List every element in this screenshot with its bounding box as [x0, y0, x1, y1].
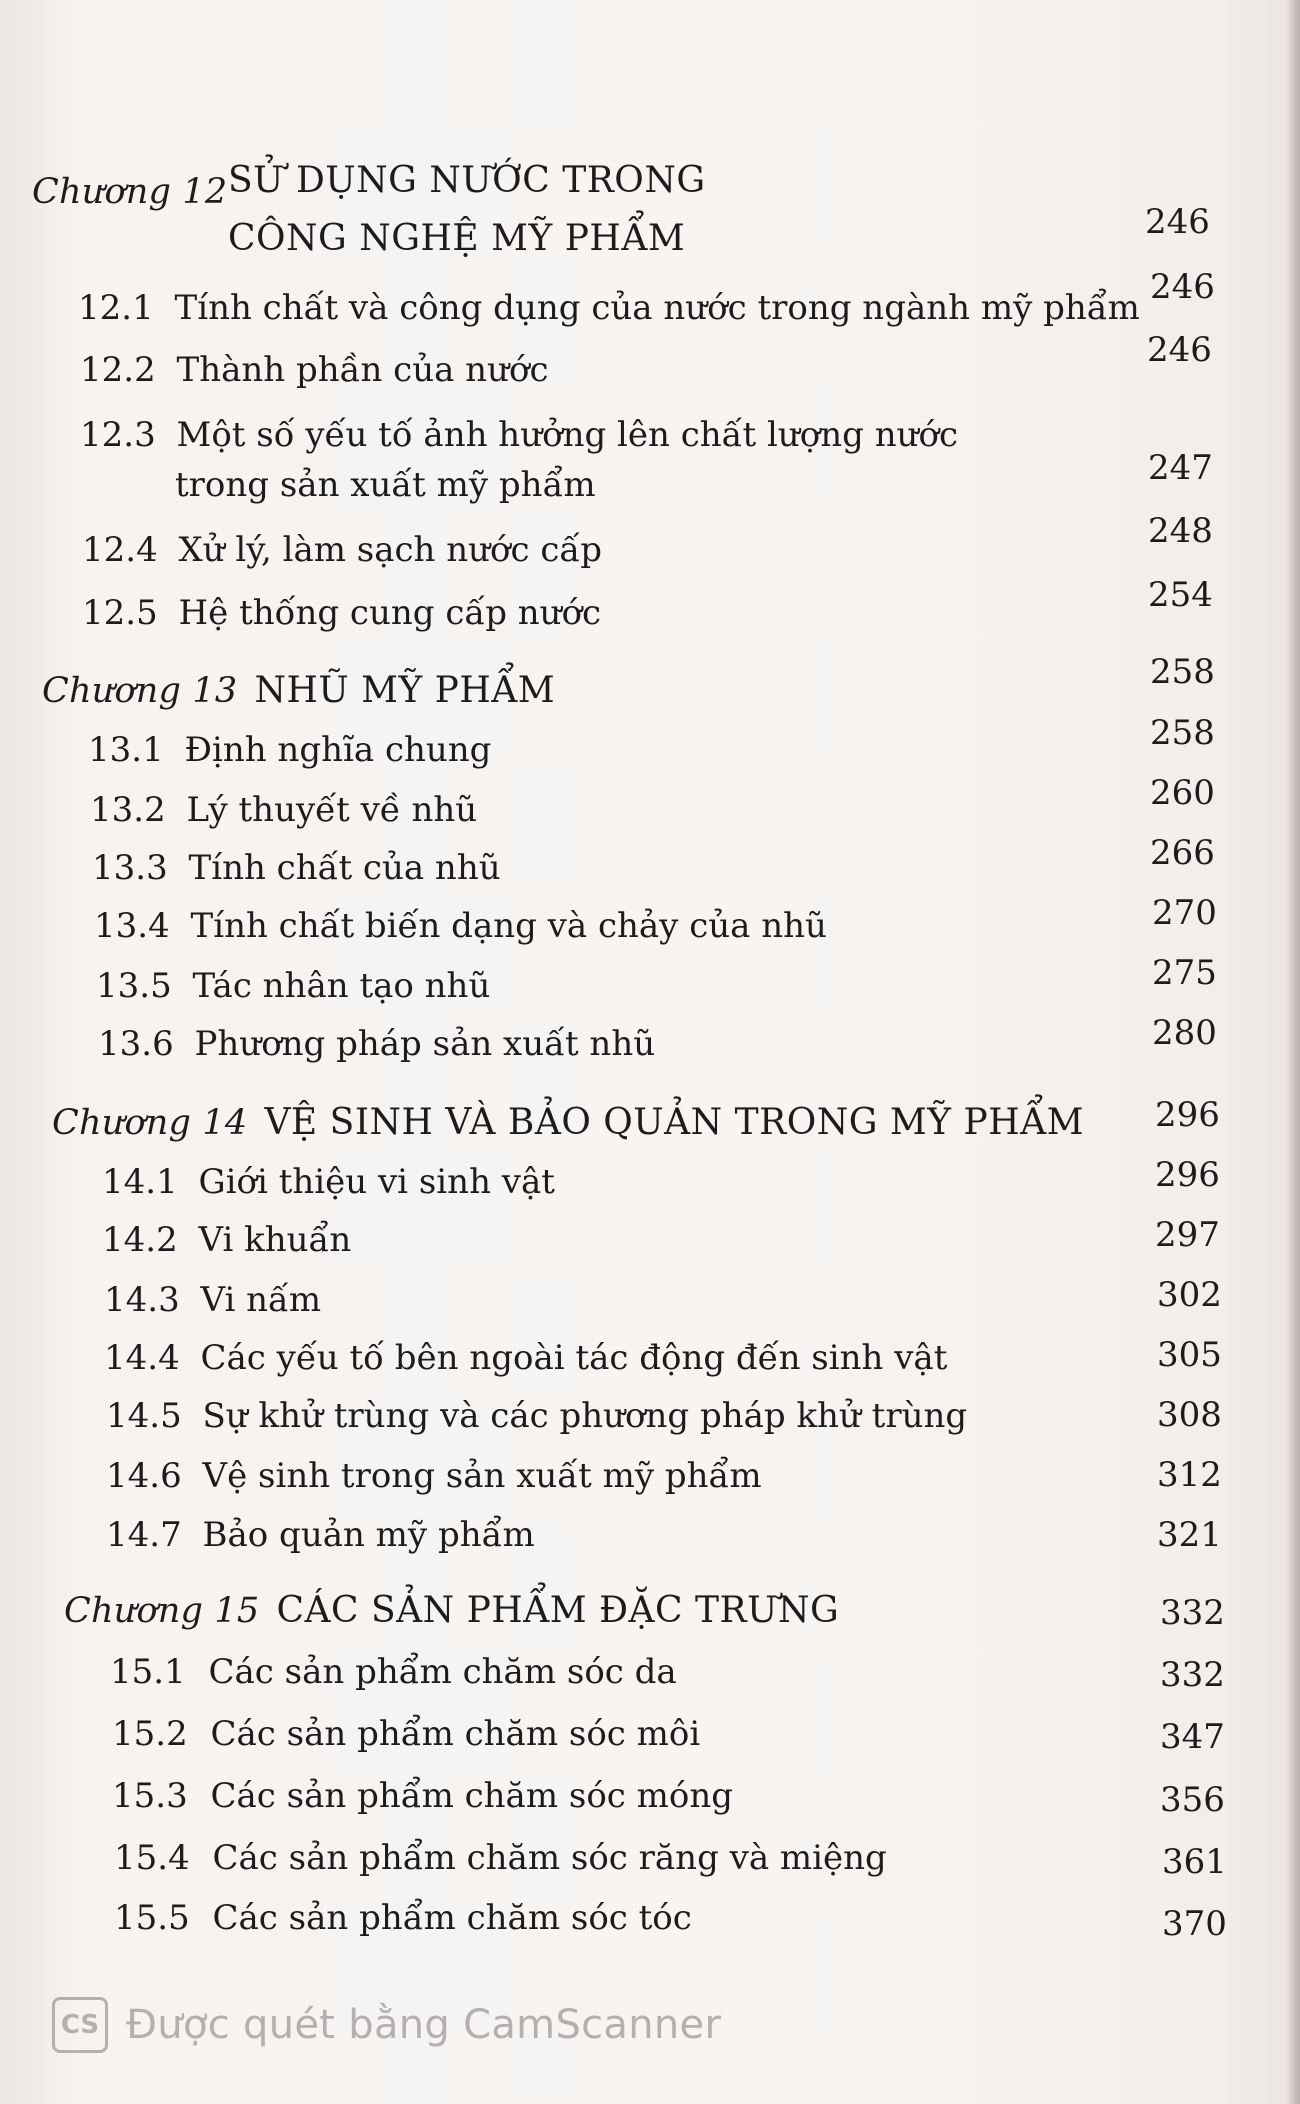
section-title: Xử lý, làm sạch nước cấp [178, 530, 603, 570]
section-title: Một số yếu tố ảnh hưởng lên chất lượng nước [176, 415, 959, 455]
chapter-page-number: 246 [1145, 202, 1210, 242]
section-number: 12.2 [80, 350, 156, 390]
chapter-title: VỆ SINH VÀ BẢO QUẢN TRONG MỸ PHẨM [264, 1102, 1084, 1143]
section-number: 14.1 [102, 1162, 178, 1202]
chapter-title-line-2: CÔNG NGHỆ MỸ PHẨM [228, 218, 686, 259]
section-title: Sự khử trùng và các phương pháp khử trùng [202, 1396, 968, 1436]
section-number: 13.2 [90, 790, 166, 830]
chapter-heading [64, 1590, 839, 1631]
section-number: 12.3 [80, 415, 156, 455]
section-number: 13.6 [98, 1024, 174, 1064]
section-title: Vệ sinh trong sản xuất mỹ phẩm [202, 1456, 762, 1496]
section-title: Vi nấm [200, 1280, 322, 1320]
section-number: 15.5 [114, 1898, 190, 1938]
section-number: 12.1 [78, 288, 154, 328]
section-number: 12.4 [82, 530, 158, 570]
section-page-number: 297 [1155, 1215, 1220, 1255]
section-number: 14.2 [102, 1220, 178, 1260]
toc-entry [102, 1162, 555, 1202]
section-number: 14.7 [106, 1515, 182, 1555]
section-title: Các sản phẩm chăm sóc môi [210, 1714, 701, 1754]
toc-entry [114, 1838, 887, 1878]
toc-entry [106, 1456, 762, 1496]
section-page-number: 370 [1162, 1904, 1227, 1944]
toc-entry [104, 1338, 947, 1378]
section-title: Các sản phẩm chăm sóc tóc [212, 1898, 692, 1938]
toc-entry [96, 966, 490, 1006]
toc-entry [82, 530, 602, 570]
section-page-number: 246 [1147, 330, 1212, 370]
section-page-number: 260 [1150, 773, 1215, 813]
chapter-heading [52, 1102, 1084, 1143]
toc-entry [112, 1776, 733, 1816]
toc-entry [80, 350, 549, 390]
chapter-title: CÁC SẢN PHẨM ĐẶC TRƯNG [276, 1590, 840, 1631]
section-number: 14.4 [104, 1338, 180, 1378]
section-page-number: 266 [1150, 833, 1215, 873]
section-title: Các yếu tố bên ngoài tác động đến sinh vật [200, 1338, 948, 1378]
section-number: 14.3 [104, 1280, 180, 1320]
section-page-number: 347 [1160, 1717, 1225, 1757]
toc-entry [102, 1220, 351, 1260]
section-page-number: 305 [1157, 1335, 1222, 1375]
section-page-number: 332 [1160, 1655, 1225, 1695]
section-title: Các sản phẩm chăm sóc da [208, 1652, 677, 1692]
section-page-number: 254 [1148, 575, 1213, 615]
section-title: Các sản phẩm chăm sóc móng [210, 1776, 734, 1816]
chapter-label: Chương 14 [52, 1103, 248, 1143]
chapter-label: Chương 13 [42, 671, 238, 711]
section-title: Lý thuyết về nhũ [186, 790, 478, 830]
section-page-number: 247 [1148, 448, 1213, 488]
section-page-number: 246 [1150, 267, 1215, 307]
chapter-page-number: 258 [1150, 652, 1215, 692]
toc-entry [92, 848, 501, 888]
chapter-heading [42, 670, 555, 711]
section-title: Định nghĩa chung [184, 730, 492, 770]
section-number: 14.5 [106, 1396, 182, 1436]
chapter-title: NHŨ MỸ PHẨM [254, 670, 556, 711]
section-page-number: 361 [1162, 1842, 1227, 1882]
toc-entry [94, 906, 827, 946]
section-number: 15.2 [112, 1714, 188, 1754]
toc-entry [104, 1280, 321, 1320]
toc-entry [90, 790, 477, 830]
section-page-number: 258 [1150, 713, 1215, 753]
watermark-text: Được quét bằng CamScanner [126, 2002, 722, 2048]
camscanner-logo-icon: CS [52, 1997, 108, 2053]
chapter-page-number: 296 [1155, 1095, 1220, 1135]
section-page-number: 270 [1152, 893, 1217, 933]
section-number: 14.6 [106, 1456, 182, 1496]
chapter-label: Chương 12 [32, 172, 228, 212]
toc-entry [114, 1898, 692, 1938]
section-page-number: 302 [1157, 1275, 1222, 1315]
section-number: 13.5 [96, 966, 172, 1006]
section-title-continued: trong sản xuất mỹ phẩm [175, 465, 596, 505]
section-title: Tính chất của nhũ [188, 848, 501, 888]
toc-entry [106, 1515, 535, 1555]
camscanner-watermark [52, 1995, 721, 2055]
section-title: Thành phần của nước [176, 350, 549, 390]
section-page-number: 312 [1157, 1455, 1222, 1495]
toc-entry [82, 593, 601, 633]
chapter-label: Chương 15 [64, 1591, 260, 1631]
section-title: Các sản phẩm chăm sóc răng và miệng [212, 1838, 887, 1878]
section-page-number: 275 [1152, 953, 1217, 993]
toc-entry [98, 1024, 655, 1064]
section-title: Giới thiệu vi sinh vật [198, 1162, 555, 1202]
section-number: 12.5 [82, 593, 158, 633]
section-title: Tính chất biến dạng và chảy của nhũ [190, 906, 827, 946]
toc-entry [88, 730, 491, 770]
section-title: Bảo quản mỹ phẩm [202, 1515, 535, 1555]
section-title: Tác nhân tạo nhũ [192, 966, 491, 1006]
toc-entry [112, 1714, 700, 1754]
section-title: Phương pháp sản xuất nhũ [194, 1024, 656, 1064]
section-number: 15.1 [110, 1652, 186, 1692]
section-page-number: 296 [1155, 1155, 1220, 1195]
toc-entry [110, 1652, 677, 1692]
toc-entry [78, 288, 1140, 328]
section-title: Vi khuẩn [198, 1220, 352, 1260]
section-page-number: 308 [1157, 1395, 1222, 1435]
section-title: Hệ thống cung cấp nước [178, 593, 602, 633]
section-number: 13.3 [92, 848, 168, 888]
section-page-number: 280 [1152, 1013, 1217, 1053]
section-number: 15.3 [112, 1776, 188, 1816]
section-number: 15.4 [114, 1838, 190, 1878]
section-page-number: 248 [1148, 511, 1213, 551]
toc-entry [80, 415, 958, 455]
section-number: 13.1 [88, 730, 164, 770]
section-number: 13.4 [94, 906, 170, 946]
section-page-number: 321 [1157, 1515, 1222, 1555]
section-title: Tính chất và công dụng của nước trong ngành mỹ phẩm [174, 288, 1140, 328]
toc-entry [106, 1396, 967, 1436]
chapter-page-number: 332 [1160, 1593, 1225, 1633]
section-page-number: 356 [1160, 1780, 1225, 1820]
chapter-title: SỬ DỤNG NƯỚC TRONG [228, 160, 706, 201]
chapter-heading [32, 172, 227, 212]
